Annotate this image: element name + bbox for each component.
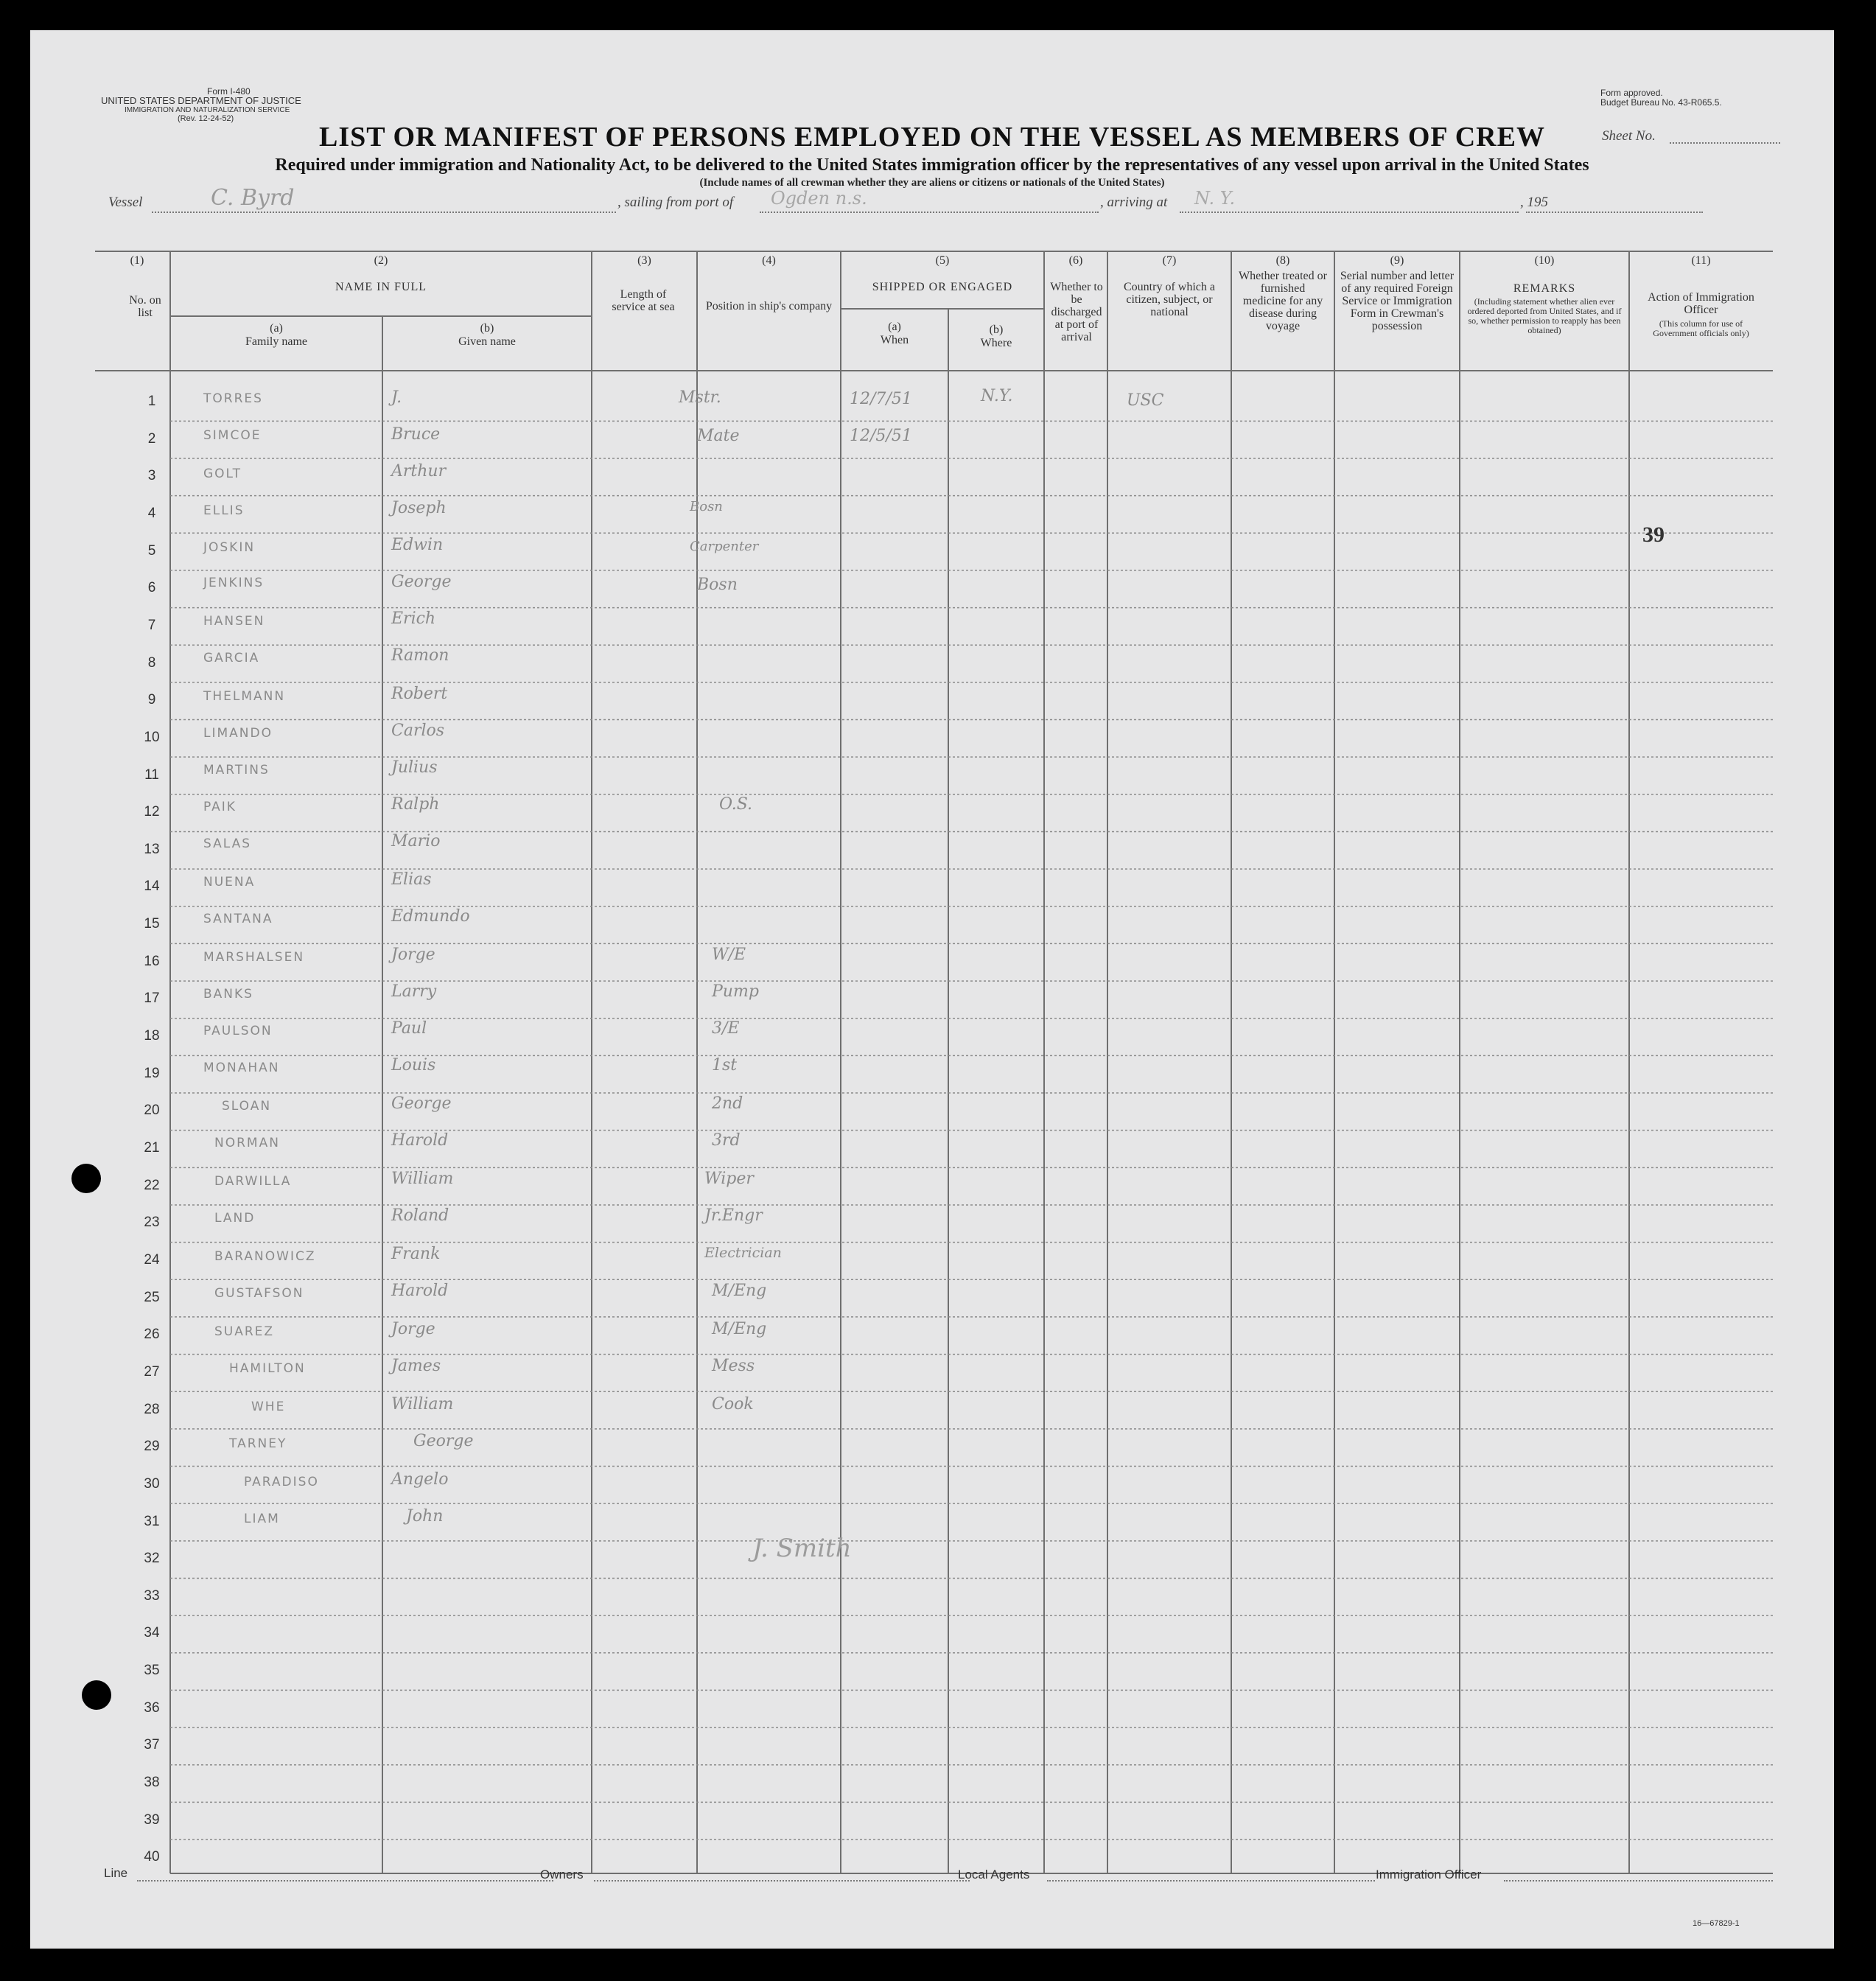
handwritten-given-name: Jorge	[391, 946, 435, 964]
row-number: 12	[144, 804, 160, 820]
page-title: LIST OR MANIFEST OF PERSONS EMPLOYED ON THE VESSEL AS MEMBERS OF CREW	[319, 122, 1545, 153]
officer-signature-field	[1504, 1880, 1773, 1882]
budget-bureau-number: Budget Bureau No. 43-R065.5.	[1600, 97, 1722, 108]
col-2-number: (2)	[374, 254, 388, 267]
service-name: IMMIGRATION AND NATURALIZATION SERVICE	[125, 106, 290, 114]
handwritten-given-name: William	[391, 1170, 454, 1188]
handwritten-family-name: JENKINS	[203, 576, 265, 590]
handwritten-vessel-name: C. Byrd	[211, 185, 295, 211]
handwritten-position: 3rd	[712, 1131, 741, 1150]
agents-signature-field	[1047, 1880, 1375, 1882]
col-4-number: (4)	[762, 254, 776, 267]
row-number: 39	[144, 1811, 160, 1828]
col-2b-header: Given name	[458, 335, 516, 348]
col-6-number: (6)	[1068, 254, 1083, 267]
handwritten-arriving-port: N. Y.	[1194, 188, 1236, 209]
row-number: 21	[144, 1140, 160, 1156]
row-number: 10	[144, 729, 160, 745]
handwritten-family-name: DARWILLA	[214, 1174, 292, 1189]
handwritten-position: M/Eng	[712, 1320, 767, 1338]
row-number: 14	[144, 878, 160, 895]
col-10-number: (10)	[1534, 254, 1555, 267]
handwritten-given-name: Louis	[391, 1056, 436, 1075]
handwritten-given-name: Mario	[391, 832, 441, 850]
col-5-header: SHIPPED OR ENGAGED	[872, 281, 1013, 293]
col-6-header: Whether to be discharged at port of arrival	[1050, 281, 1103, 343]
row-number: 40	[144, 1849, 160, 1865]
handwritten-given-name: Roland	[391, 1206, 449, 1225]
handwritten-family-name: JOSKIN	[203, 540, 256, 555]
row-number: 5	[147, 542, 156, 559]
col-7-header: Country of which a citizen, subject, or national	[1124, 281, 1215, 318]
handwritten-position: 1st	[712, 1056, 738, 1075]
line-label: Line	[104, 1866, 128, 1880]
col-1-header: No. on list	[129, 294, 161, 319]
handwritten-position: O.S.	[719, 795, 753, 814]
handwritten-given-name: Paul	[391, 1019, 427, 1038]
col-7-number: (7)	[1162, 254, 1177, 267]
handwritten-family-name: PARADISO	[244, 1475, 319, 1489]
col-10-subheader: (Including statement whether alien ever ordered deported from United States, and if so, whether permission to reapply has been obtained)	[1467, 296, 1622, 335]
handwritten-given-name: John	[406, 1507, 444, 1526]
handwritten-family-name: WHE	[251, 1400, 286, 1414]
handwritten-family-name: BARANOWICZ	[214, 1249, 316, 1264]
col-5b-header: Where	[980, 337, 1012, 349]
handwritten-position: Jr.Engr	[704, 1206, 763, 1225]
handwritten-family-name: TARNEY	[229, 1436, 287, 1451]
handwritten-given-name: Bruce	[391, 425, 441, 444]
handwritten-position: Cook	[712, 1395, 754, 1414]
row-number: 15	[144, 916, 160, 932]
row-number: 37	[144, 1737, 160, 1753]
punch-hole	[82, 1680, 111, 1710]
handwritten-shipped-date: 12/7/51	[850, 390, 912, 408]
handwritten-family-name: LAND	[214, 1211, 256, 1226]
row-number: 8	[147, 654, 156, 671]
handwritten-given-name: Robert	[391, 685, 448, 703]
handwritten-given-name: Larry	[391, 982, 437, 1001]
department-name: UNITED STATES DEPARTMENT OF JUSTICE	[101, 95, 301, 106]
col-2a-header: Family name	[245, 335, 307, 348]
handwritten-family-name: SIMCOE	[203, 428, 262, 443]
col-3-header: Length of service at sea	[612, 288, 675, 313]
row-number: 4	[147, 505, 156, 521]
row-number: 19	[144, 1065, 160, 1081]
handwritten-given-name: James	[391, 1357, 441, 1375]
handwritten-given-name: William	[391, 1395, 454, 1414]
col-4-header: Position in ship's company	[705, 300, 833, 312]
handwritten-position: Mess	[712, 1357, 755, 1375]
handwritten-family-name: THELMANN	[203, 689, 286, 704]
row-number: 31	[144, 1513, 160, 1529]
handwritten-given-name: Arthur	[391, 462, 447, 481]
handwritten-family-name: HANSEN	[203, 614, 265, 629]
handwritten-family-name: NORMAN	[214, 1136, 280, 1150]
col-1-number: (1)	[130, 254, 144, 267]
stamp-number: 39	[1642, 523, 1665, 547]
handwritten-given-name: Ramon	[391, 646, 449, 665]
handwritten-family-name: TORRES	[203, 391, 263, 406]
handwritten-given-name: Angelo	[391, 1470, 449, 1489]
handwritten-given-name: Harold	[391, 1131, 449, 1150]
row-number: 17	[144, 990, 160, 1007]
handwritten-given-name: Jorge	[391, 1320, 435, 1338]
print-code: 16—67829-1	[1693, 1919, 1740, 1928]
sheet-number-label: Sheet No.	[1602, 128, 1656, 144]
row-number: 24	[144, 1251, 160, 1268]
sailing-from-label: , sailing from port of	[617, 195, 734, 210]
required-statement: Required under immigration and Nationality Act, to be delivered to the United States immigration officer by the representatives of any vessel upon arrival in the United States	[275, 156, 1589, 175]
handwritten-shipped-date: 12/5/51	[850, 427, 912, 445]
handwritten-family-name: SALAS	[203, 836, 252, 851]
handwritten-given-name: Edwin	[391, 536, 444, 554]
row-number: 6	[147, 580, 156, 596]
handwritten-given-name: Joseph	[391, 499, 447, 517]
col-8-number: (8)	[1275, 254, 1290, 267]
handwritten-position: Mate	[697, 427, 740, 445]
form-number: Form I-480	[207, 86, 251, 97]
col-5-number: (5)	[935, 254, 950, 267]
row-number: 18	[144, 1028, 160, 1044]
row-number: 29	[144, 1439, 160, 1455]
handwritten-given-name: Ralph	[391, 795, 440, 814]
line-signature-field	[137, 1880, 553, 1882]
col-8-header: Whether treated or furnished medicine for any disease during voyage	[1239, 270, 1327, 332]
handwritten-position: Wiper	[704, 1170, 754, 1188]
handwritten-family-name: BANKS	[203, 987, 253, 1002]
revision-date: (Rev. 12-24-52)	[178, 114, 234, 123]
handwritten-position: 3/E	[712, 1019, 740, 1038]
handwritten-family-name: LIMANDO	[203, 726, 273, 741]
row-number: 33	[144, 1587, 160, 1604]
local-agents-label: Local Agents	[958, 1868, 1030, 1882]
form-approved: Form approved.	[1600, 88, 1663, 98]
handwritten-given-name: J.	[391, 388, 402, 407]
handwritten-shipped-port: N.Y.	[981, 387, 1013, 405]
row-number: 25	[144, 1289, 160, 1305]
row-number: 20	[144, 1103, 160, 1119]
handwritten-given-name: Julius	[391, 758, 438, 777]
handwritten-given-name: Erich	[391, 609, 436, 628]
handwritten-family-name: SUAREZ	[214, 1324, 275, 1339]
row-number: 27	[144, 1363, 160, 1380]
handwritten-position: 2nd	[712, 1094, 743, 1113]
row-number: 13	[144, 841, 160, 857]
col-5a-header: When	[880, 334, 909, 346]
row-number: 26	[144, 1327, 160, 1343]
handwritten-position: Mstr.	[679, 388, 721, 407]
row-number: 16	[144, 953, 160, 969]
handwritten-position: Carpenter	[690, 539, 759, 554]
handwritten-sailing-port: Ogden n.s.	[771, 188, 867, 209]
handwritten-family-name: LIAM	[244, 1512, 280, 1526]
row-number: 9	[147, 692, 156, 708]
col-9-number: (9)	[1390, 254, 1404, 267]
handwritten-country: USC	[1127, 391, 1164, 410]
row-number: 22	[144, 1177, 160, 1193]
vessel-label: Vessel	[108, 195, 143, 210]
arriving-at-label: , arriving at	[1100, 195, 1168, 210]
row-number: 2	[147, 430, 156, 447]
col-2-header: NAME IN FULL	[335, 281, 427, 293]
handwritten-family-name: SLOAN	[222, 1099, 272, 1114]
handwritten-given-name: Edmundo	[391, 907, 470, 926]
col-5a-number: (a)	[888, 321, 901, 333]
col-2b-number: (b)	[480, 322, 494, 335]
date-field-label: , 195	[1520, 195, 1548, 210]
row-number: 23	[144, 1215, 160, 1231]
col-5b-number: (b)	[989, 324, 1004, 336]
col-11-subheader: (This column for use of Government officials only)	[1653, 318, 1749, 338]
handwritten-given-name: George	[413, 1432, 474, 1450]
handwritten-given-name: Harold	[391, 1282, 449, 1300]
handwritten-family-name: MARTINS	[203, 763, 270, 778]
row-number: 30	[144, 1475, 160, 1492]
handwritten-family-name: MONAHAN	[203, 1061, 280, 1075]
handwritten-given-name: Frank	[391, 1245, 441, 1263]
handwritten-position: Bosn	[697, 576, 738, 594]
row-number: 38	[144, 1775, 160, 1791]
col-3-number: (3)	[637, 254, 651, 267]
immigration-officer-label: Immigration Officer	[1376, 1868, 1482, 1882]
row-number: 28	[144, 1401, 160, 1417]
manifest-page	[30, 30, 1834, 1949]
row-number: 3	[147, 468, 156, 484]
col-11-header: Action of Immigration Officer	[1648, 291, 1754, 316]
row-number: 32	[144, 1551, 160, 1567]
row-number: 34	[144, 1625, 160, 1641]
handwritten-position: Pump	[712, 982, 759, 1001]
handwritten-family-name: MARSHALSEN	[203, 950, 305, 965]
row-number: 7	[147, 617, 156, 633]
handwritten-position: Electrician	[704, 1245, 782, 1261]
handwritten-position: Bosn	[690, 499, 723, 514]
handwritten-family-name: GOLT	[203, 467, 242, 481]
handwritten-family-name: GUSTAFSON	[214, 1286, 304, 1301]
punch-hole	[71, 1164, 101, 1193]
handwritten-family-name: ELLIS	[203, 503, 245, 518]
owners-signature-field	[594, 1880, 970, 1882]
handwritten-family-name: PAULSON	[203, 1024, 273, 1038]
row-number: 36	[144, 1699, 160, 1716]
handwritten-family-name: HAMILTON	[229, 1361, 306, 1376]
handwritten-given-name: Elias	[391, 870, 432, 889]
handwritten-given-name: George	[391, 1094, 452, 1113]
row-number: 1	[147, 394, 156, 409]
handwritten-family-name: PAIK	[203, 800, 237, 814]
include-note: (Include names of all crewman whether they are aliens or citizens or nationals of the United States)	[699, 177, 1165, 189]
handwritten-given-name: Carlos	[391, 722, 445, 740]
col-2a-number: (a)	[270, 322, 283, 335]
handwritten-family-name: NUENA	[203, 875, 256, 890]
handwritten-family-name: GARCIA	[203, 651, 260, 665]
col-10-header: REMARKS	[1513, 282, 1576, 295]
handwritten-given-name: George	[391, 573, 452, 591]
row-number: 35	[144, 1663, 160, 1679]
handwritten-family-name: SANTANA	[203, 912, 273, 926]
col-9-header: Serial number and letter of any required Foreign Service or Immigration Form in Crewman's possession	[1340, 270, 1455, 332]
handwritten-position: M/Eng	[712, 1282, 767, 1300]
col-11-number: (11)	[1691, 254, 1711, 267]
owners-label: Owners	[540, 1868, 584, 1882]
handwritten-position: W/E	[712, 946, 746, 964]
row-number: 11	[144, 766, 159, 783]
handwritten-signature: J. Smith	[752, 1534, 852, 1563]
